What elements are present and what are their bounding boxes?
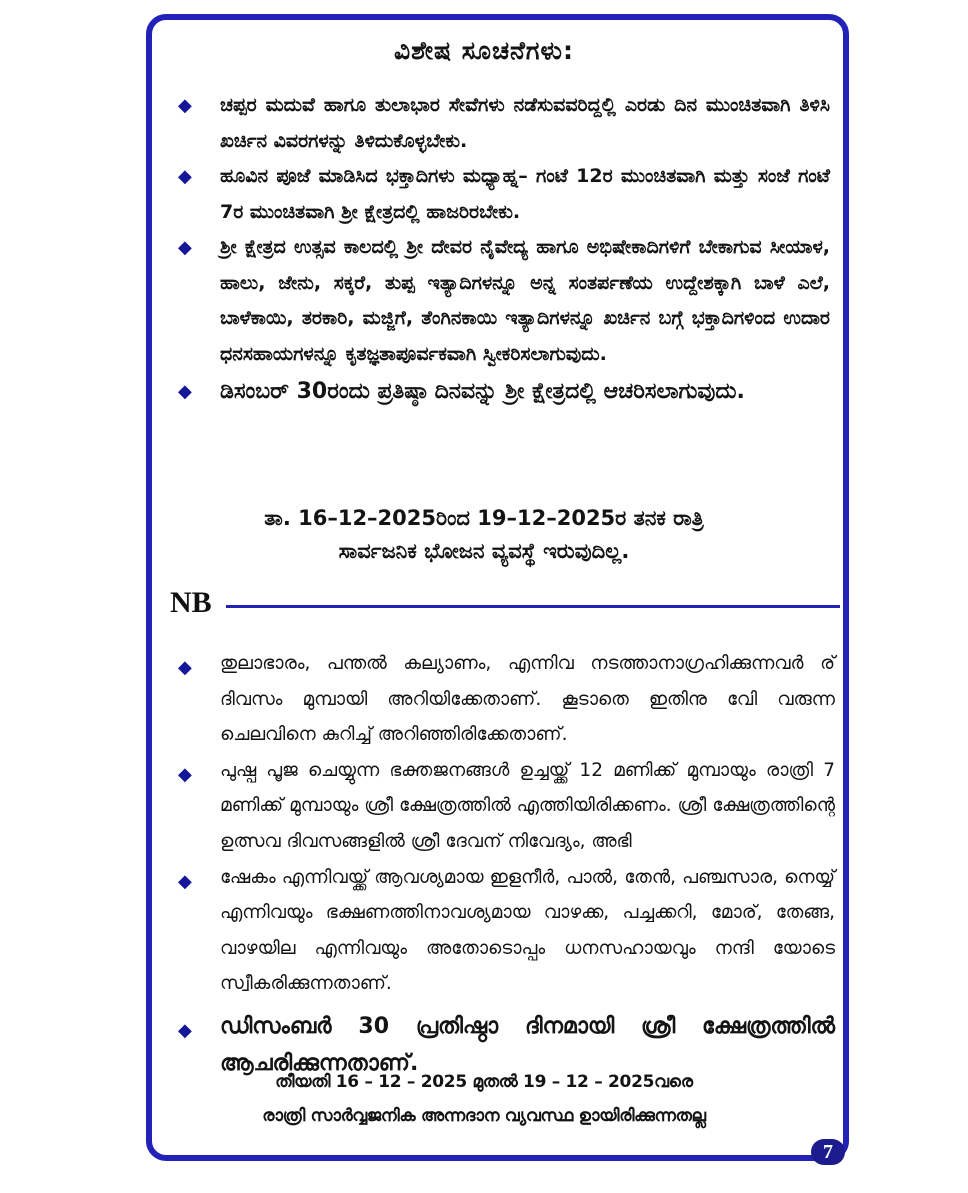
malayalam-item-text: പുഷ്പ പൂജ ചെയ്യുന്ന ഭക്തജനങ്ങൾ ഉച്ചയ്ക്ക് 12 മണിക്ക് മുമ്പായും രാത്രി 7 മണിക്ക് മുമ്പായും ശ്രീ ക്ഷേത്രത്തിൽ എത്തിയിരിക്കണം. ശ്രീ ക്ഷേത്രത്തിന്റെ ഉത്സവ ദിവസങ്ങളിൽ ശ്രീ ദേവന് നിവേദ്യം, അഭി xyxy=(220,759,835,852)
kannada-heading: ವಿಶೇಷ ಸೂಚನೆಗಳು: xyxy=(394,36,574,65)
malayalam-instructions-list xyxy=(170,646,835,1082)
malayalam-item xyxy=(170,646,835,753)
kannada-item-text: ಚಪ್ಪರ ಮದುವೆ ಹಾಗೂ ತುಲಾಭಾರ ಸೇವೆಗಳು ನಡೆಸುವವರಿದ್ದಲ್ಲಿ ಎರಡು ದಿನ ಮುಂಚಿತವಾಗಿ ತಿಳಿಸಿ ಖರ್ಚಿನ ವಿವರಗಳನ್ನು ತಿಳಿದುಕೊಳ್ಳಬೇಕು. xyxy=(220,94,830,152)
kannada-item-text: ಡಿಸಂಬರ್ 30ರಂದು ಪ್ರತಿಷ್ಠಾ ದಿನವನ್ನು ಶ್ರೀ ಕ್ಷೇತ್ರದಲ್ಲಿ ಆಚರಿಸಲಾಗುವುದು. xyxy=(220,379,745,404)
diamond-bullet-icon: ◆ xyxy=(178,237,192,258)
malayalam-item-text: ഷേകം എന്നിവയ്ക്ക് ആവശ്യമായ ഇളനീർ, പാൽ, തേൻ, പഞ്ചസാര, നെയ്യ് എന്നിവയും ഭക്ഷണത്തിനാവശ്യമായ വാഴക്ക, പച്ചക്കറി, മോര്, തേങ്ങ, വാഴയില എന്നിവയും അതോടൊപ്പം ധനസഹായവും നന്ദി യോടെ സ്വീകരിക്കുന്നതാണ്. xyxy=(220,866,835,995)
kannada-item xyxy=(170,372,830,412)
diamond-bullet-icon: ◆ xyxy=(178,657,192,678)
diamond-bullet-icon: ◆ xyxy=(178,166,192,187)
malayalam-item xyxy=(170,753,835,860)
kannada-item xyxy=(170,159,830,230)
nb-label: NB xyxy=(170,586,212,619)
diamond-bullet-icon: ◆ xyxy=(178,1019,192,1041)
kannada-notice-line-1: ತಾ. 16–12–2025ರಿಂದ 19–12–2025ರ ತನಕ ರಾತ್ರಿ xyxy=(264,506,704,530)
nb-separator xyxy=(170,586,842,626)
kannada-notice-line-2: ಸಾರ್ವಜನಿಕ ಭೋಜನ ವ್ಯವಸ್ಥೆ ಇರುವುದಿಲ್ಲ. xyxy=(338,539,630,563)
malayalam-item-text: ഡിസംബർ 30 പ്രതിഷ്ഠാ ദിനമായി ശ്രീ ക്ഷേത്രത്തിൽ ആചരിക്കുന്നതാണ്. xyxy=(220,1013,835,1076)
diamond-bullet-icon: ◆ xyxy=(178,381,192,402)
kannada-item xyxy=(170,230,830,372)
malayalam-notice-line-1: തീയതി 16 – 12 – 2025 മുതൽ 19 – 12 – 2025വരെ xyxy=(275,1072,693,1092)
kannada-item xyxy=(170,88,830,159)
nb-divider-line xyxy=(226,605,840,608)
kannada-instructions-list xyxy=(170,88,830,412)
diamond-bullet-icon: ◆ xyxy=(178,870,192,892)
malayalam-notice-line-2: രാത്രി സാർവ്വജനിക അന്നദാന വ്യവസ്ഥ ഉായിരിക്കുന്നതല്ല xyxy=(262,1106,706,1126)
kannada-item-text: ಶ್ರೀ ಕ್ಷೇತ್ರದ ಉತ್ಸವ ಕಾಲದಲ್ಲಿ ಶ್ರೀ ದೇವರ ನೈವೇದ್ಯ ಹಾಗೂ ಅಭಿಷೇಕಾದಿಗಳಿಗೆ ಬೇಕಾಗುವ ಸೀಯಾಳ, ಹಾಲು, ಜೇನು, ಸಕ್ಕರೆ, ತುಪ್ಪ ಇತ್ಯಾದಿಗಳನ್ನೂ ಅನ್ನ ಸಂತರ್ಪಣೆಯ ಉದ್ದೇಶಕ್ಕಾಗಿ ಬಾಳೆ ಎಲೆ, ಬಾಳೆಕಾಯಿ, ತರಕಾರಿ, ಮಜ್ಜಿಗೆ, ತೆಂಗಿನಕಾಯಿ ಇತ್ಯಾದಿಗಳನ್ನೂ ಖರ್ಚಿನ ಬಗ್ಗೆ ಭಕ್ತಾದಿಗಳಿಂದ ಉದಾರ ಧನಸಹಾಯಗಳನ್ನೂ ಕೃತಜ್ಞತಾಪೂರ್ವಕವಾಗಿ ಸ್ವೀಕರಿಸಲಾಗುವುದು. xyxy=(220,236,830,365)
diamond-bullet-icon: ◆ xyxy=(178,95,192,116)
page-number-badge: 7 xyxy=(811,1139,845,1165)
kannada-item-text: ಹೂವಿನ ಪೂಜೆ ಮಾಡಿಸಿದ ಭಕ್ತಾದಿಗಳು ಮಧ್ಯಾಹ್ನ– ಗಂಟೆ 12ರ ಮುಂಚಿತವಾಗಿ ಮತ್ತು ಸಂಜೆ ಗಂಟೆ 7ರ ಮುಂಚಿತವಾಗಿ ಶ್ರೀ ಕ್ಷೇತ್ರದಲ್ಲಿ ಹಾಜರಿರಬೇಕು. xyxy=(220,165,830,223)
diamond-bullet-icon: ◆ xyxy=(178,763,192,785)
malayalam-item xyxy=(170,860,835,1002)
malayalam-item-text: തുലാഭാരം, പന്തൽ കല്യാണം, എന്നിവ നടത്താനാഗ്രഹിക്കുന്നവർ ര് ദിവസം മുമ്പായി അറിയിക്കേതാണ്. കൂടാതെ ഇതിനു വേി വരുന്ന ചെലവിനെ കുറിച്ച് അറിഞ്ഞിരിക്കേതാണ്. xyxy=(220,653,835,746)
